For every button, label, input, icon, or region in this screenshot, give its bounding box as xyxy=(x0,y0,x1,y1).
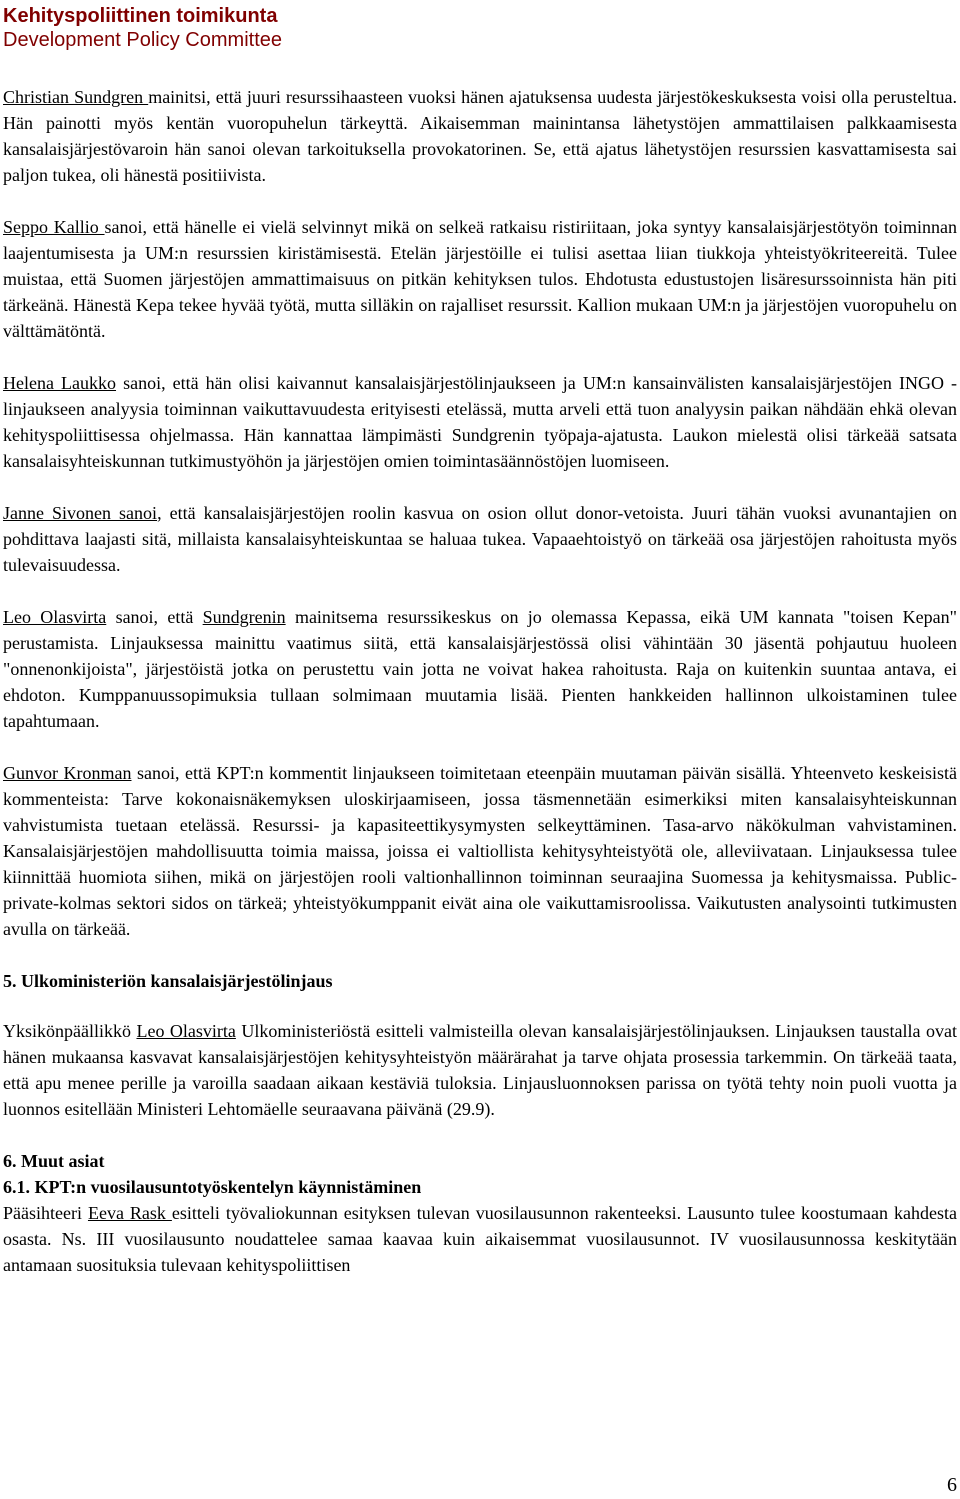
paragraph-text: mainitsi, että juuri resurssihaasteen vuoksi hänen ajatuksensa uudesta järjestökeskuksesta voisi olla perusteltua. Hän painotti myös kentän vuoropuhelun tärkeyttä. Aikaisemman mainintansa lähetystöjen ammattilaisen palkkaamisesta kansalaisjärjestövaroin hän sanoi olevan tarkoituksella provokatorinen. Se, että ajatus lähetystöjen resurssien kasvattamisesta sai paljon tukea, oli hänestä positiivista. xyxy=(3,87,957,185)
speaker-name: Eeva Rask xyxy=(87,1203,172,1223)
paragraph-text: sanoi, että hän olisi kaivannut kansalaisjärjestölinjaukseen ja UM:n kansainvälisten kansalaisjärjestöjen INGO -linjaukseen analyysia toiminnan vaikuttavuudesta erityisesti etelässä, mutta arveli että tuon analyysin paikan nähdään ehkä olevan kehityspoliittisessa ohjelmassa. Hän kannattaa lämpimästi Sundgrenin työpaja-ajatusta. Laukon mielestä olisi tärkeää satsata kansalaisyhteiskunnan tutkimustyöhön ja järjestöjen omien toimintasäännöstöjen luomiseen. xyxy=(3,373,957,471)
speaker-name: Helena Laukko xyxy=(3,373,117,393)
speaker-name: Leo Olasvirta xyxy=(3,607,107,627)
paragraph-text: mainitsema resurssikeskus on jo olemassa Kepassa, eikä UM kannata "toisen Kepan" perustamista. Linjauksessa mainittu vaatimus siitä, että kansalaisjärjestössä olisi vähintään 30 jäsentä pohjautuu huoleen "onnenonkijoista", järjestöistä jotka on perustettu vain jotta ne voivat hakea rahoitusta. Raja on kuitenkin suuntaa antava, ei ehdoton. Kumppanuussopimuksia tullaan solmimaan muutamia lisää. Pienten hankkeiden hallinnon ulkoistaminen tulee tapahtumaan. xyxy=(3,607,957,731)
paragraph-text: esitteli työvaliokunnan esityksen tulevan vuosilausunnon rakenteeksi. Lausunto tulee koostumaan kahdesta osasta. Ns. III vuosilausunto noudattelee samaa kaavaa kuin aikaisemmat vuosilausunnot. IV vuosilausunnossa keskitytään antamaan suosituksia tulevaan kehityspoliittisen xyxy=(3,1203,957,1275)
document-header xyxy=(3,4,282,52)
speaker-name: Seppo Kallio xyxy=(3,217,105,237)
paragraph-text: sanoi, että KPT:n kommentit linjaukseen toimitetaan eteenpäin muutaman päivän sisällä. Yhteenveto keskeisistä kommenteista: Tarve kokonaisnäkemyksen uloskirjaamiseen, jossa täsmennetään esimerkiksi miten kansalaisyhteiskunnan vahvistumista tuetaan etelässä. Resurssi- ja kapasiteettikysymysten selkeyttäminen. Tasa-arvo näkökulman vahvistaminen. Kansalaisjärjestöjen mahdollisuutta toimia maissa, joissa ei valtiollista kehitysyhteistyötä ole, alleviivataan. Linjauksessa tulee kiinnittää huomiota siihen, mikä on järjestöjen rooli valtionhallinnon toiminnan seuraajina Suomessa ja kehitysmaissa. Public-private-kolmas sektori sidos on tärkeä; yhteistyökumppanit eivät aina ole vaikuttamisroolissa. Vaikutusten analysointi tutkimusten avulla on tärkeää. xyxy=(3,763,957,939)
page-number: 6 xyxy=(947,1474,957,1496)
paragraph-text: , että kansalaisjärjestöjen roolin kasvua on osion ollut donor-vetoista. Juuri tähän vuoksi avunantajien on pohdittava laajasti sitä, millaista kansalaisyhteiskuntaa se haluaa tukea. Vapaaehtoistyö on tärkeää osa järjestöjen rahoitusta myös tulevaisuudessa. xyxy=(3,503,958,575)
paragraph-sivonen xyxy=(3,500,957,578)
paragraph-laukko xyxy=(3,370,957,474)
paragraph-olasvirta xyxy=(3,604,957,734)
paragraph-text: Yksikönpäällikkö xyxy=(3,1021,137,1041)
speaker-name: Janne Sivonen sanoi xyxy=(3,503,158,523)
speaker-name: Gunvor Kronman xyxy=(3,763,132,783)
paragraph-kronman xyxy=(3,760,957,942)
paragraph-text: Ulkoministeriöstä esitteli valmisteilla olevan kansalaisjärjestölinjauksen. Linjauksen taustalla ovat hänen mukaansa kasvavat kansalaisjärjestöjen kehitysyhteistyön määrärahat ja tarve ohjata prosessia tarkemmin. On tärkeää taata, että apu menee perille ja varoilla saadaan aikaan kestäviä tuloksia. Linjausluonnoksen parissa on työtä tehty noin puoli vuotta ja luonnos esitellään Ministeri Lehtomäelle seuraavana päivänä (29.9). xyxy=(3,1021,957,1119)
referenced-name: Sundgrenin xyxy=(202,607,286,627)
section-6-1-heading: 6.1. KPT:n vuosilausuntotyöskentelyn käynnistäminen xyxy=(3,1177,422,1197)
paragraph-kallio xyxy=(3,214,957,344)
organization-name-finnish: Kehityspoliittinen toimikunta xyxy=(3,5,278,27)
section-5-paragraph xyxy=(3,1018,957,1122)
paragraph-text: sanoi, että xyxy=(106,607,203,627)
paragraph-text: sanoi, että hänelle ei vielä selvinnyt mikä on selkeä ratkaisu ristiriitaan, joka syntyy kansalaisjärjestötyön toiminnan laajentumisesta ja UM:n resurssien kiristämisestä. Etelän järjestöille ei tulisi asettaa liian tiukkoja yhteistyökriteereitä. Tulee muistaa, että Suomen järjestöjen ammattimaisuus on pitkän kehityksen tulos. Ehdotusta edustustojen lisäresurssoinnista hän piti tärkeänä. Hänestä Kepa tekee hyvää työtä, mutta silläkin on rajalliset resurssit. Kallion mukaan UM:n ja järjestöjen vuoropuhelu on välttämätöntä. xyxy=(3,217,957,341)
speaker-name: Christian Sundgren xyxy=(3,87,149,107)
paragraph-sundgren xyxy=(3,84,957,188)
organization-name-english: Development Policy Committee xyxy=(3,29,282,51)
section-6-heading: 6. Muut asiat xyxy=(3,1151,105,1171)
speaker-name: Leo Olasvirta xyxy=(136,1021,236,1041)
section-5-heading: 5. Ulkoministeriön kansalaisjärjestölinjaus xyxy=(3,971,333,991)
document-body xyxy=(3,84,957,1278)
section-6-1-paragraph xyxy=(3,1200,957,1278)
paragraph-text: Pääsihteeri xyxy=(3,1203,88,1223)
